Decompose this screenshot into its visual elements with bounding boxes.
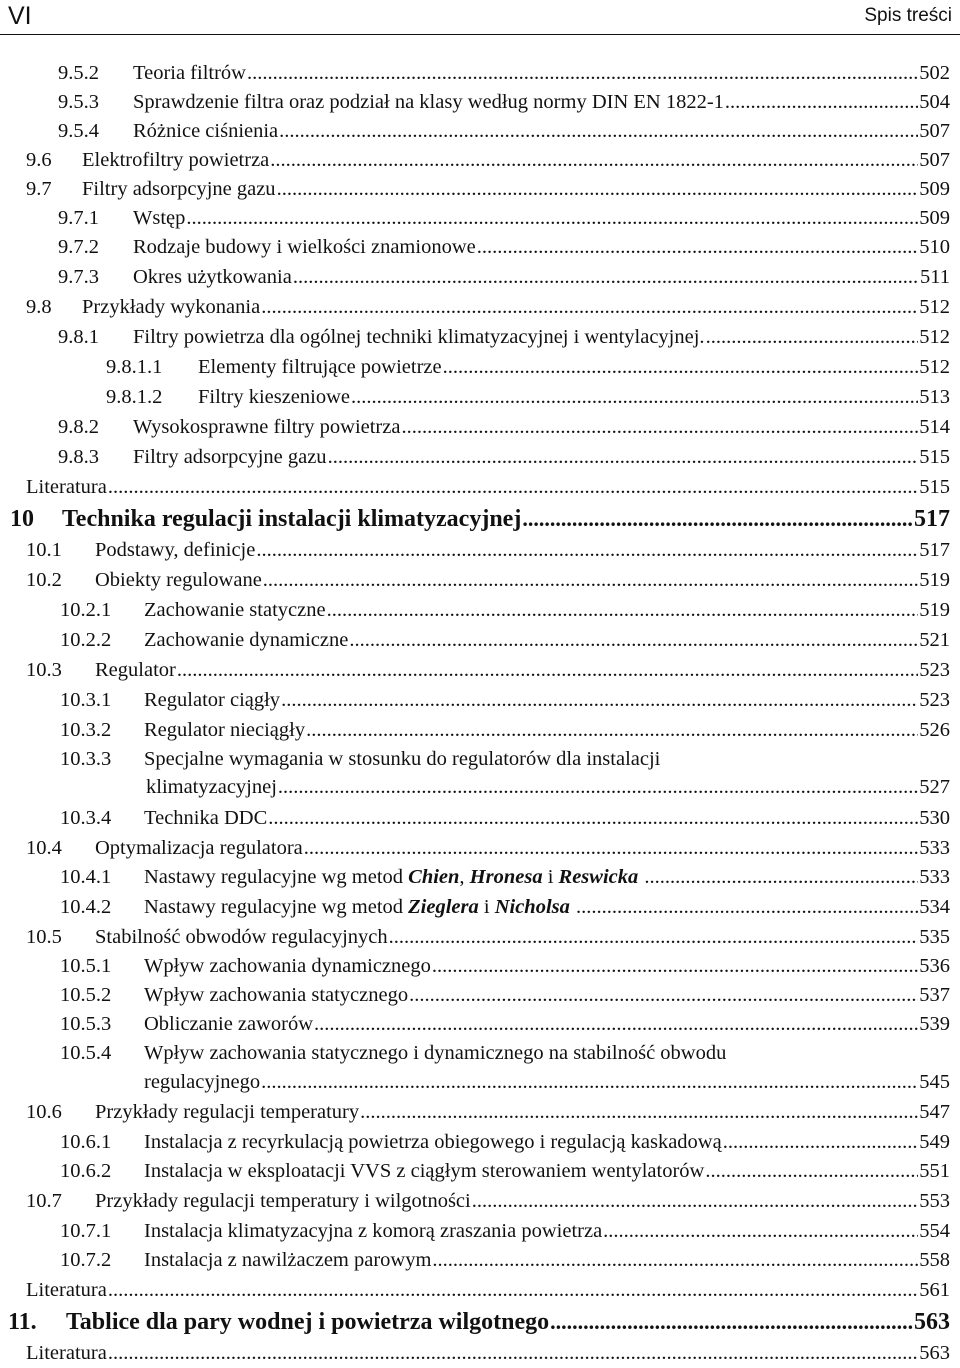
entry-title: Obliczanie zaworów (144, 1013, 314, 1035)
toc-entry[interactable] (0, 149, 960, 175)
entry-title: Specjalne wymagania w stosunku do regulatorów dla instalacji (144, 748, 661, 770)
entry-number: 10.7.2 (60, 1249, 112, 1271)
entry-title-continued: klimatyzacyjnej (146, 776, 277, 798)
entry-page: 533 (919, 866, 950, 888)
toc-entry[interactable] (0, 446, 960, 472)
entry-page: 526 (919, 719, 950, 741)
leader-dots (389, 926, 919, 949)
entry-title: Rodzaje budowy i wielkości znamionowe (133, 236, 476, 258)
entry-title: Elementy filtrujące powietrze (198, 356, 442, 378)
entry-page: 553 (919, 1190, 950, 1212)
toc-chapter[interactable] (0, 1309, 960, 1335)
toc-entry[interactable] (0, 62, 960, 88)
entry-number: 10.3 (26, 659, 62, 681)
entry-number: 11. (8, 1309, 37, 1335)
entry-page: 534 (919, 896, 950, 918)
entry-title: Przykłady regulacji temperatury (95, 1101, 360, 1123)
toc-entry[interactable] (0, 599, 960, 625)
toc-entry[interactable] (0, 416, 960, 442)
entry-title: Wysokosprawne filtry powietrza (133, 416, 401, 438)
entry-number: 9.7.2 (58, 236, 99, 258)
entry-title: Instalacja z nawilżaczem parowym (144, 1249, 432, 1271)
author-name: Zieglera (408, 896, 479, 918)
title-part: i (542, 866, 559, 888)
entry-page: 514 (919, 416, 950, 438)
entry-title: Filtry kieszeniowe (198, 386, 351, 408)
entry-number: 10 (10, 506, 34, 532)
leader-dots (108, 1342, 918, 1365)
entry-title: Wstęp (133, 207, 186, 229)
entry-page: 517 (919, 539, 950, 561)
leader-dots (261, 296, 918, 319)
entry-page: 547 (919, 1101, 950, 1123)
leader-dots (268, 807, 918, 830)
entry-page: 536 (919, 955, 950, 977)
entry-number: 9.6 (26, 149, 52, 171)
entry-number: 10.6.2 (60, 1160, 112, 1182)
toc-entry[interactable] (0, 689, 960, 715)
toc-entry[interactable] (0, 719, 960, 745)
entry-title: Przykłady wykonania (82, 296, 261, 318)
leader-dots (550, 1309, 913, 1335)
title-part: Nastawy regulacyjne wg metod (144, 866, 409, 888)
leader-dots (306, 719, 918, 742)
entry-page: 515 (919, 446, 950, 468)
entry-page: 561 (919, 1279, 950, 1301)
entry-page: 502 (919, 62, 950, 84)
entry-title: Elektrofiltry powietrza (82, 149, 270, 171)
entry-page: 558 (919, 1249, 950, 1271)
entry-title: Regulator nieciągły (144, 719, 306, 741)
entry-title: Literatura (26, 1342, 107, 1364)
entry-page: 537 (919, 984, 950, 1006)
leader-dots (432, 1249, 918, 1272)
toc-entry[interactable] (0, 386, 960, 412)
entry-title (144, 866, 643, 889)
toc-entry[interactable] (0, 266, 960, 292)
entry-title: Teoria filtrów (133, 62, 246, 84)
entry-number: 10.2.2 (60, 629, 112, 651)
entry-title: Obiekty regulowane (95, 569, 262, 591)
header-rule (0, 34, 960, 35)
entry-page: 545 (919, 1071, 950, 1093)
entry-page: 509 (919, 207, 950, 229)
leader-dots (277, 178, 919, 201)
entry-number: 9.8.1.2 (106, 386, 163, 408)
leader-dots (263, 569, 918, 592)
entry-title: Instalacja z recyrkulacją powietrza obiegowego i regulacją kaskadową (144, 1131, 722, 1153)
entry-number: 10.4.2 (60, 896, 112, 918)
entry-page: 507 (919, 149, 950, 171)
author-name: Chien (408, 866, 460, 888)
leader-dots (186, 207, 918, 230)
author-name: Reswicka (558, 866, 639, 888)
toc-entry[interactable] (0, 476, 960, 502)
entry-number: 9.5.3 (58, 91, 99, 113)
entry-page: 551 (919, 1160, 950, 1182)
entry-number: 9.5.2 (58, 62, 99, 84)
entry-number: 9.8 (26, 296, 52, 318)
toc-entry[interactable] (0, 866, 960, 892)
entry-page: 523 (919, 689, 950, 711)
author-name: Nicholsa (494, 896, 570, 918)
toc-entry[interactable] (0, 955, 960, 981)
leader-dots (293, 266, 919, 289)
entry-title: Literatura (26, 1279, 107, 1301)
leader-dots (401, 416, 918, 439)
toc-entry[interactable] (0, 207, 960, 233)
title-part (570, 896, 575, 918)
leader-dots (360, 1101, 918, 1124)
toc-entry[interactable] (0, 356, 960, 382)
entry-number: 10.5.2 (60, 984, 112, 1006)
entry-number: 10.3.3 (60, 748, 112, 770)
entry-title: Filtry adsorpcyjne gazu (133, 446, 327, 468)
entry-number: 10.3.4 (60, 807, 112, 829)
entry-page: 530 (919, 807, 950, 829)
running-title: Spis treści (864, 5, 952, 26)
entry-title: Regulator ciągły (144, 689, 281, 711)
title-part: , (459, 866, 470, 888)
entry-number: 10.5.3 (60, 1013, 112, 1035)
entry-page: 535 (919, 926, 950, 948)
leader-dots (261, 1071, 918, 1094)
entry-title: Instalacja klimatyzacyjna z komorą zraszania powietrza (144, 1220, 603, 1242)
entry-number: 10.2 (26, 569, 62, 591)
page-number: VI (8, 2, 32, 30)
toc-entry[interactable] (0, 1190, 960, 1216)
entry-page: 533 (919, 837, 950, 859)
entry-page: 513 (919, 386, 950, 408)
title-part: i (478, 896, 495, 918)
toc-entry[interactable] (0, 748, 960, 804)
entry-title: Technika DDC (144, 807, 268, 829)
entry-title: Regulator (95, 659, 176, 681)
leader-dots (477, 236, 919, 259)
entry-title: Wpływ zachowania dynamicznego (144, 955, 431, 977)
entry-page: 563 (914, 1309, 950, 1335)
entry-number: 10.7.1 (60, 1220, 112, 1242)
toc-entry[interactable] (0, 1013, 960, 1039)
entry-number: 9.8.3 (58, 446, 99, 468)
entry-title: Optymalizacja regulatora (95, 837, 303, 859)
entry-title: Filtry adsorpcyjne gazu (82, 178, 276, 200)
entry-page: 563 (919, 1342, 950, 1364)
leader-dots (270, 149, 918, 172)
entry-number: 10.4 (26, 837, 62, 859)
entry-title-continued: regulacyjnego (144, 1071, 261, 1093)
leader-dots (644, 866, 918, 889)
toc-entry[interactable] (0, 1342, 960, 1368)
entry-page: 519 (919, 569, 950, 591)
leader-dots (108, 1279, 918, 1302)
toc-entry[interactable] (0, 1131, 960, 1157)
entry-title: Różnice ciśnienia (133, 120, 279, 142)
leader-dots (256, 539, 918, 562)
toc-entry[interactable] (0, 1042, 960, 1098)
toc-chapter[interactable] (0, 506, 960, 532)
entry-page: 507 (919, 120, 950, 142)
toc-entry[interactable] (0, 984, 960, 1010)
leader-dots (351, 386, 918, 409)
toc-entry[interactable] (0, 659, 960, 685)
leader-dots (281, 689, 918, 712)
entry-number: 10.4.1 (60, 866, 112, 888)
entry-page: 511 (920, 266, 950, 288)
entry-page: 510 (919, 236, 950, 258)
leader-dots (409, 984, 918, 1007)
toc-entry[interactable] (0, 629, 960, 655)
entry-title: Okres użytkowania (133, 266, 292, 288)
leader-dots (247, 62, 918, 85)
entry-title: Filtry powietrza dla ogólnej techniki klimatyzacyjnej i wentylacyjnej. (133, 326, 705, 348)
entry-title: Tablice dla pary wodnej i powietrza wilgotnego (66, 1309, 550, 1335)
entry-number: 9.7 (26, 178, 52, 200)
leader-dots (327, 599, 919, 622)
entry-number: 10.5 (26, 926, 62, 948)
entry-page: 512 (919, 356, 950, 378)
entry-number: 10.5.1 (60, 955, 112, 977)
entry-title: Literatura (26, 476, 107, 498)
leader-dots (108, 476, 918, 499)
toc-entry[interactable] (0, 837, 960, 863)
entry-number: 10.5.4 (60, 1042, 112, 1064)
entry-title: Wpływ zachowania statycznego i dynamicznego na stabilność obwodu (144, 1042, 727, 1064)
entry-number: 10.3.1 (60, 689, 112, 711)
entry-number: 10.3.2 (60, 719, 112, 741)
title-part (638, 866, 643, 888)
entry-page: 519 (919, 599, 950, 621)
toc-entry[interactable] (0, 807, 960, 833)
entry-title: Sprawdzenie filtra oraz podział na klasy według normy DIN EN 1822-1 (133, 91, 724, 113)
leader-dots (304, 837, 919, 860)
entry-page: 527 (919, 776, 950, 798)
entry-title: Przykłady regulacji temperatury i wilgotności (95, 1190, 471, 1212)
entry-number: 9.7.3 (58, 266, 99, 288)
entry-number: 10.6 (26, 1101, 62, 1123)
toc-entry[interactable] (0, 178, 960, 204)
leader-dots (522, 506, 913, 532)
entry-number: 9.8.1.1 (106, 356, 163, 378)
leader-dots (705, 1160, 918, 1183)
entry-page: 549 (919, 1131, 950, 1153)
entry-title: Wpływ zachowania statycznego (144, 984, 409, 1006)
leader-dots (603, 1220, 918, 1243)
leader-dots (328, 446, 919, 469)
leader-dots (725, 91, 918, 114)
entry-number: 10.2.1 (60, 599, 112, 621)
entry-number: 9.5.4 (58, 120, 99, 142)
toc-entry[interactable] (0, 296, 960, 322)
title-part: Nastawy regulacyjne wg metod (144, 896, 409, 918)
leader-dots (349, 629, 918, 652)
entry-page: 539 (919, 1013, 950, 1035)
leader-dots (706, 326, 919, 349)
toc-entry[interactable] (0, 236, 960, 262)
entry-page: 512 (919, 296, 950, 318)
entry-number: 9.8.1 (58, 326, 99, 348)
entry-page: 523 (919, 659, 950, 681)
leader-dots (279, 120, 918, 143)
entry-number: 9.7.1 (58, 207, 99, 229)
leader-dots (278, 776, 918, 799)
toc-entry[interactable] (0, 1279, 960, 1305)
toc-entry[interactable] (0, 1249, 960, 1275)
entry-number: 10.1 (26, 539, 62, 561)
entry-number: 9.8.2 (58, 416, 99, 438)
entry-title: Zachowanie statyczne (144, 599, 326, 621)
leader-dots (314, 1013, 918, 1036)
leader-dots (723, 1131, 919, 1154)
entry-page: 509 (919, 178, 950, 200)
entry-number: 10.6.1 (60, 1131, 112, 1153)
author-name: Hronesa (469, 866, 543, 888)
toc-entry[interactable] (0, 1160, 960, 1186)
entry-title: Technika regulacji instalacji klimatyzacyjnej (62, 506, 522, 532)
toc-entry[interactable] (0, 326, 960, 352)
toc-entry[interactable] (0, 569, 960, 595)
toc-entry[interactable] (0, 539, 960, 565)
entry-page: 515 (919, 476, 950, 498)
entry-page: 517 (914, 506, 950, 532)
leader-dots (177, 659, 918, 682)
entry-page: 554 (919, 1220, 950, 1242)
leader-dots (432, 955, 918, 978)
leader-dots (576, 896, 918, 919)
toc-entry[interactable] (0, 1101, 960, 1127)
entry-page: 504 (919, 91, 950, 113)
entry-title: Podstawy, definicje (95, 539, 256, 561)
toc-entry[interactable] (0, 91, 960, 117)
entry-title (144, 896, 575, 919)
toc-entry[interactable] (0, 926, 960, 952)
entry-number: 10.7 (26, 1190, 62, 1212)
entry-title: Zachowanie dynamiczne (144, 629, 349, 651)
entry-page: 512 (919, 326, 950, 348)
leader-dots (443, 356, 919, 379)
leader-dots (472, 1190, 919, 1213)
entry-title: Instalacja w eksploatacji VVS z ciągłym sterowaniem wentylatorów (144, 1160, 705, 1182)
toc-entry[interactable] (0, 1220, 960, 1246)
entry-title: Stabilność obwodów regulacyjnych (95, 926, 388, 948)
page-header (0, 0, 960, 34)
toc-entry[interactable] (0, 896, 960, 922)
entry-page: 521 (919, 629, 950, 651)
toc-entry[interactable] (0, 120, 960, 146)
